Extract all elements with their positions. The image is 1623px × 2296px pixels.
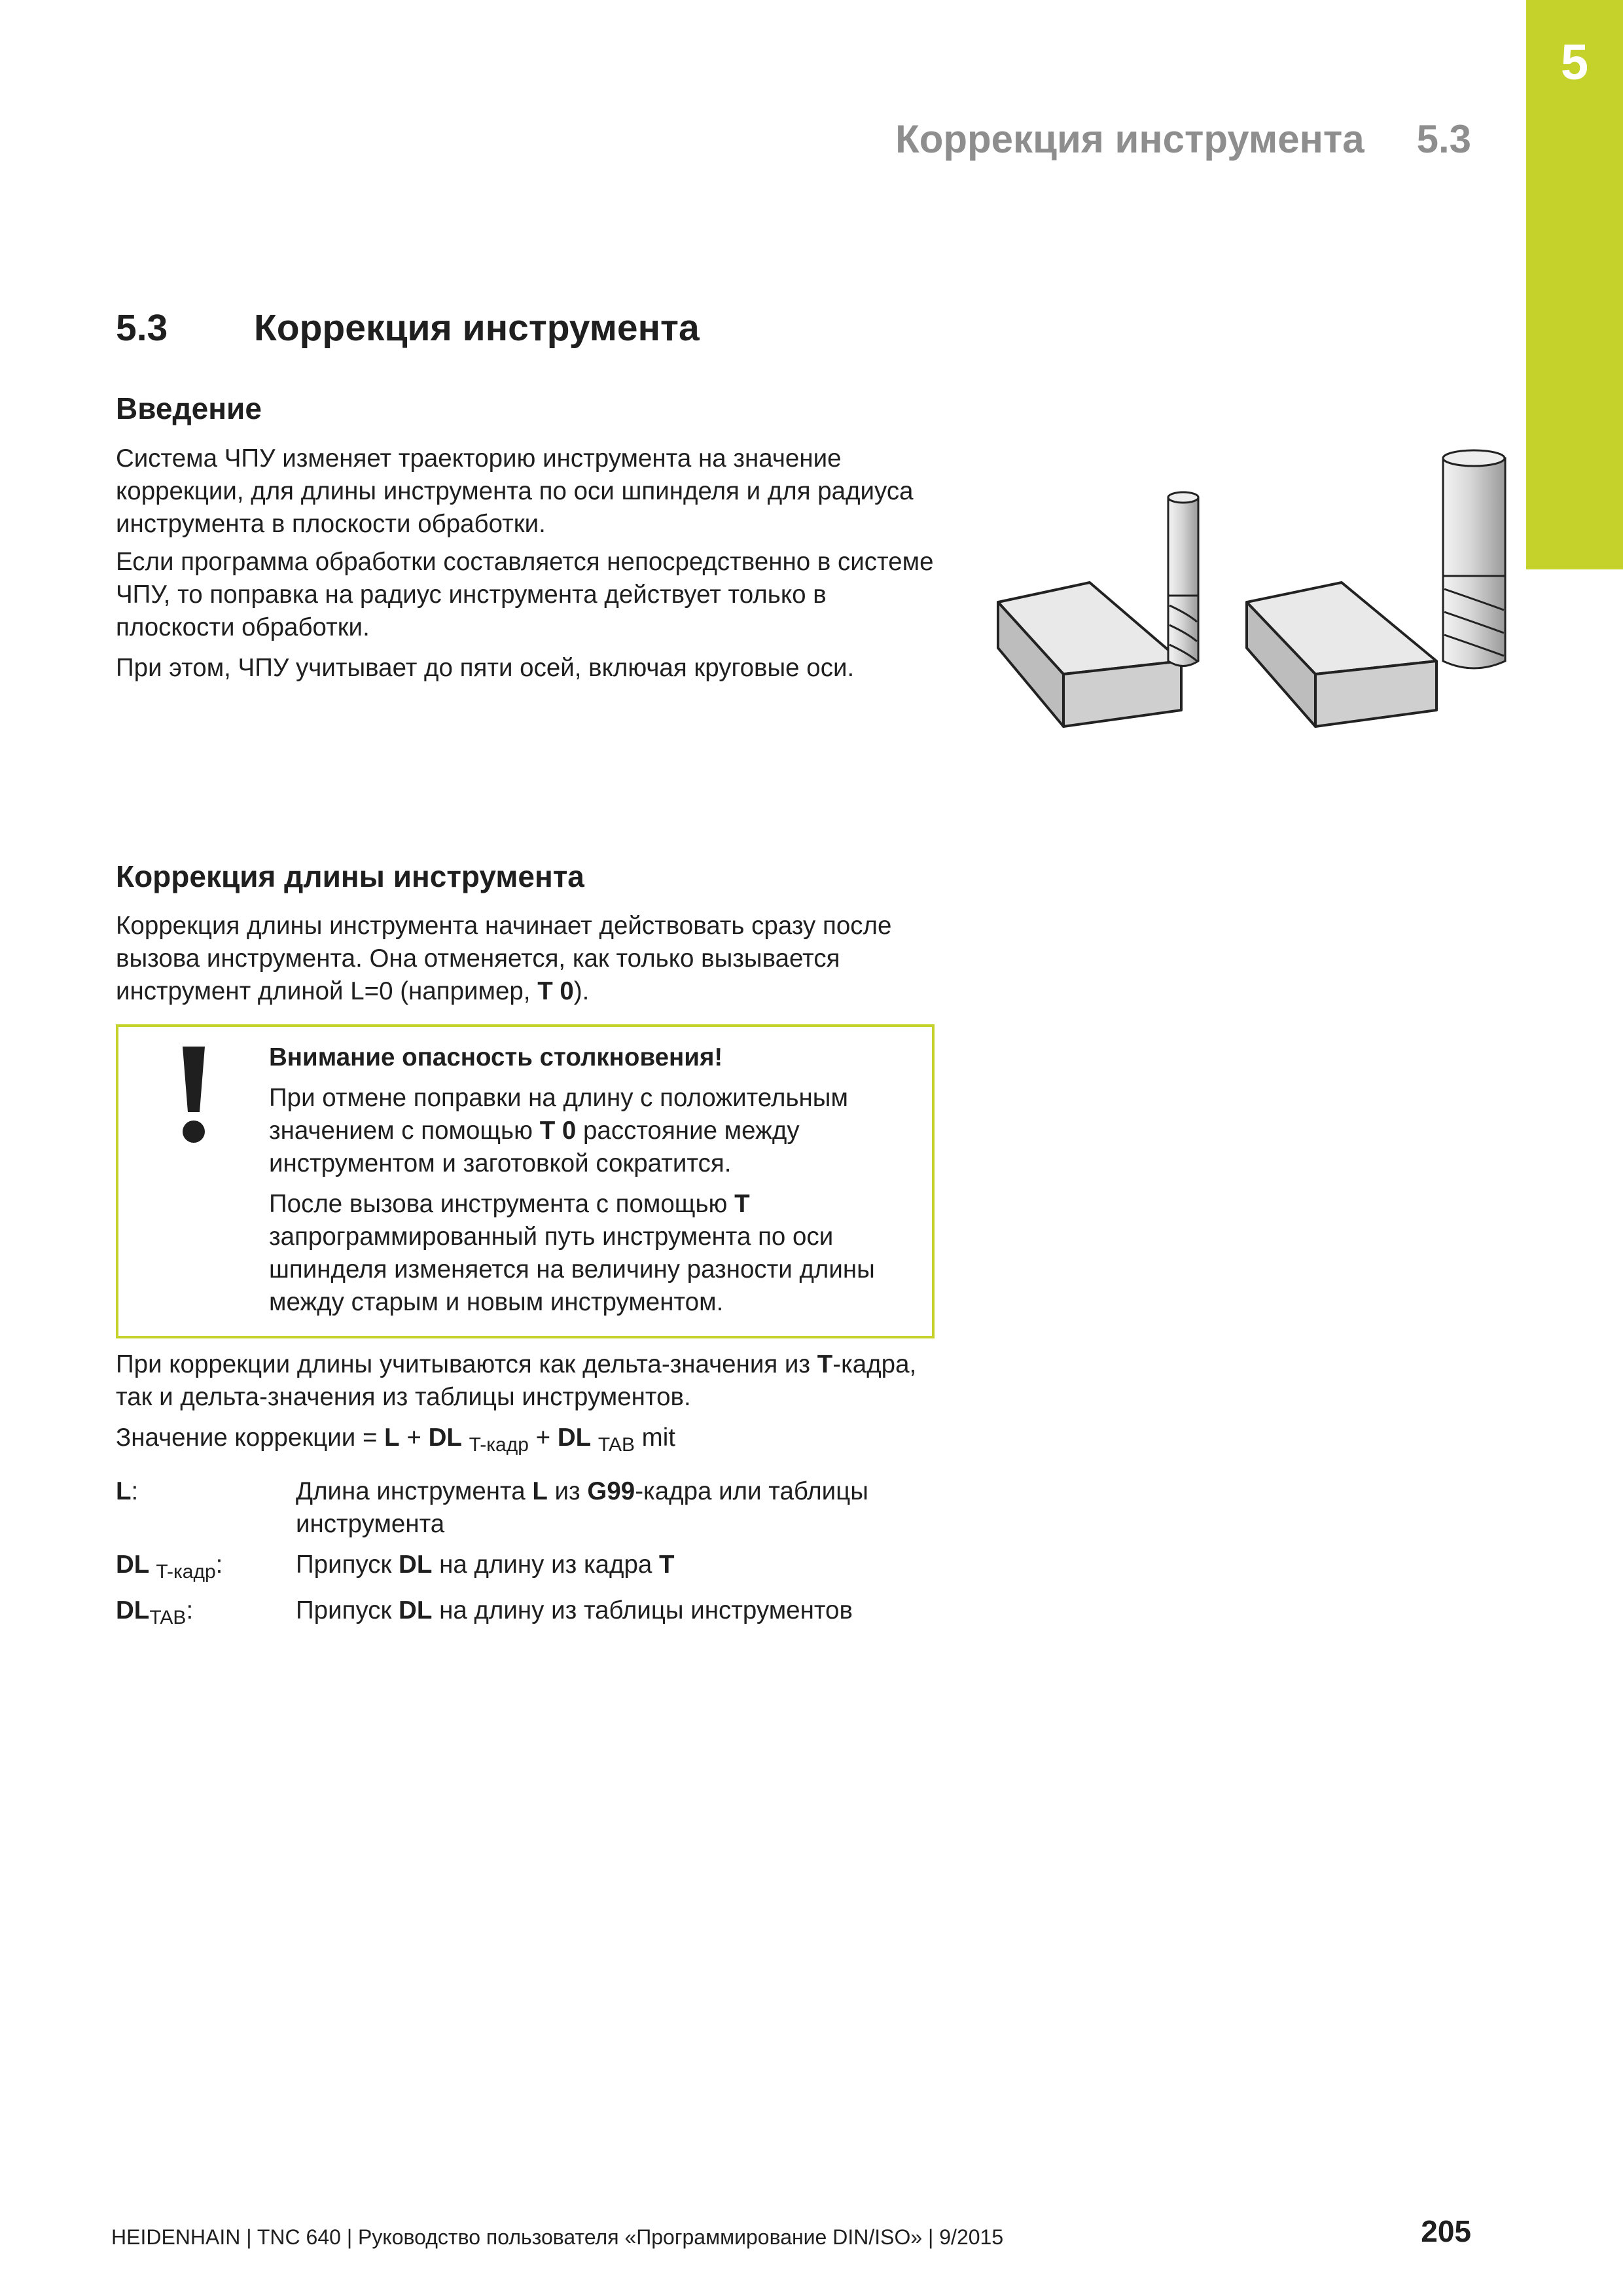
section-number: 5.3 <box>116 307 168 349</box>
definition-row <box>116 1475 967 1547</box>
tool-workpiece-illustration <box>985 445 1515 746</box>
intro-paragraph-3: При этом, ЧПУ учитывает до пяти осей, включая круговые оси. <box>116 654 855 682</box>
end-mill-right <box>1443 450 1505 668</box>
definition-row <box>116 1594 967 1634</box>
section-title <box>116 306 700 350</box>
end-mill-left <box>1168 492 1198 666</box>
workpiece-right <box>1247 583 1436 726</box>
intro-paragraph-1: Система ЧПУ изменяет траекторию инструмента на значение коррекции, для длины инструмента по оси шпинделя и для радиуса инструмента в плоскости обработки. <box>116 444 914 538</box>
section-title-text: Коррекция инструмента <box>254 307 700 349</box>
running-header <box>895 117 1471 162</box>
definition-term: L: <box>116 1477 139 1505</box>
definition-row <box>116 1549 967 1588</box>
warning-box <box>116 1024 935 1338</box>
definition-text: Припуск DL на длину из таблицы инструментов <box>296 1596 853 1624</box>
definition-term: $DL_{TAB}$: <box>116 1596 194 1628</box>
delta-paragraph: При коррекции длины учитываются как дельта-значения из T-кадра, так и дельта-значения из таблицы инструментов. <box>116 1350 917 1411</box>
definition-text: Припуск DL на длину из кадра T <box>296 1551 675 1579</box>
running-header-title: Коррекция инструмента <box>895 117 1364 161</box>
definition-text: Длина инструмента L из G99-кадра или таблицы инструмента <box>296 1477 868 1538</box>
workpiece-left <box>998 583 1181 726</box>
footer: HEIDENHAIN | TNC 640 | Руководство пользователя «Программирование DIN/ISO» | 9/2015 <box>111 2225 1004 2249</box>
exclamation-icon <box>177 1047 210 1145</box>
length-paragraph: Коррекция длины инструмента начинает действовать сразу после вызова инструмента. Она отменяется, как только вызывается инструмент длиной L=0 (например, T 0). <box>116 912 892 1005</box>
length-heading: Коррекция длины инструмента <box>116 859 584 893</box>
code-t0: T 0 <box>537 977 574 1005</box>
definition-term: DL $_{T-кадр}$: <box>116 1551 223 1583</box>
running-header-number: 5.3 <box>1416 117 1471 161</box>
correction-formula: Значение коррекции = L + DL $_{T-кадр}$ + DL $_{TAB}$ mit <box>116 1424 675 1456</box>
intro-heading: Введение <box>116 391 262 425</box>
chapter-tab <box>1526 0 1623 569</box>
warning-paragraph-1: При отмене поправки на длину с положительным значением с помощью T 0 расстояние между инструментом и заготовкой сократится. <box>269 1084 848 1177</box>
chapter-number: 5 <box>1560 35 1589 90</box>
intro-paragraph-2: Если программа обработки составляется непосредственно в системе ЧПУ, то поправка на радиус инструмента действует только в плоскости обработки. <box>116 548 934 641</box>
page-number: 205 <box>1421 2214 1471 2248</box>
warning-paragraph-2: После вызова инструмента с помощью T запрограммированный путь инструмента по оси шпинделя изменяется на величину разности длины между старым и новым инструментом. <box>269 1190 875 1316</box>
warning-title: Внимание опасность столкновения! <box>269 1043 723 1071</box>
